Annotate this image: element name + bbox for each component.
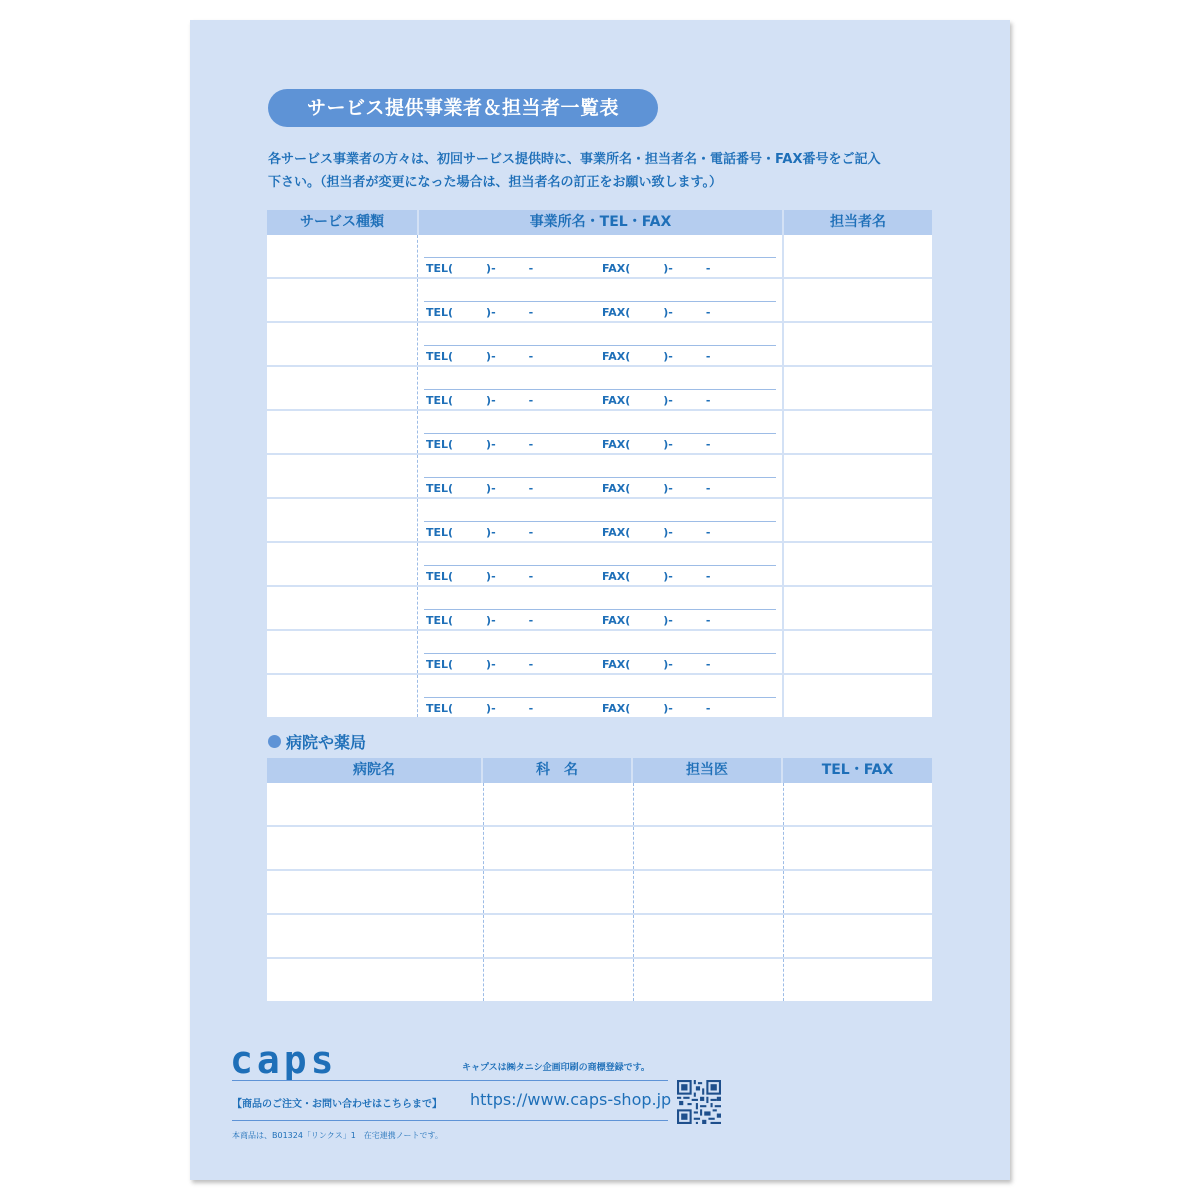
footer-divider-bottom bbox=[232, 1120, 668, 1121]
office-tel-fax-cell[interactable] bbox=[418, 323, 784, 365]
person-in-charge-cell[interactable] bbox=[784, 367, 932, 409]
person-in-charge-cell[interactable] bbox=[784, 499, 932, 541]
office-name-line bbox=[424, 697, 776, 698]
person-in-charge-cell[interactable] bbox=[784, 675, 932, 717]
service-type-cell[interactable] bbox=[267, 367, 418, 409]
fax-label: FAX( )- - bbox=[602, 658, 711, 671]
fax-label: FAX( )- - bbox=[602, 350, 711, 363]
header-tel-fax: TEL・FAX bbox=[821, 762, 894, 778]
tel-label: TEL( )- - bbox=[426, 394, 534, 407]
fax-label: FAX( )- - bbox=[602, 614, 711, 627]
intro-text bbox=[268, 148, 948, 194]
service-table-row bbox=[267, 323, 932, 367]
hospital-name-cell[interactable] bbox=[267, 827, 484, 869]
service-table-row bbox=[267, 367, 932, 411]
service-table-row bbox=[267, 543, 932, 587]
hospital-table bbox=[267, 758, 932, 1001]
intro-line-1: 各サービス事業者の方々は、初回サービス提供時に、事業所名・担当者名・電話番号・FAX番号をご記入 bbox=[268, 152, 881, 167]
hospital-table-row bbox=[267, 827, 932, 871]
department-cell[interactable] bbox=[484, 827, 634, 869]
service-table-header bbox=[267, 210, 932, 235]
doctor-cell[interactable] bbox=[634, 959, 784, 1001]
tel-label: TEL( )- - bbox=[426, 262, 534, 275]
header-office-tel-fax: 事業所名・TEL・FAX bbox=[419, 210, 784, 235]
service-table-row bbox=[267, 455, 932, 499]
service-type-cell[interactable] bbox=[267, 235, 418, 277]
office-name-line bbox=[424, 389, 776, 390]
fax-label: FAX( )- - bbox=[602, 306, 711, 319]
shop-url-link[interactable]: https://www.caps-shop.jp bbox=[470, 1090, 672, 1109]
hospital-name-cell[interactable] bbox=[267, 959, 484, 1001]
department-cell[interactable] bbox=[484, 783, 634, 825]
tel-label: TEL( )- - bbox=[426, 658, 534, 671]
fax-label: FAX( )- - bbox=[602, 526, 711, 539]
person-in-charge-cell[interactable] bbox=[784, 323, 932, 365]
page-title: サービス提供事業者＆担当者一覧表 bbox=[268, 89, 658, 127]
service-table-row bbox=[267, 279, 932, 323]
service-type-cell[interactable] bbox=[267, 323, 418, 365]
office-tel-fax-cell[interactable] bbox=[418, 367, 784, 409]
hospital-table-row bbox=[267, 915, 932, 959]
office-tel-fax-cell[interactable] bbox=[418, 455, 784, 497]
qr-code-icon[interactable] bbox=[677, 1080, 721, 1124]
service-table-row bbox=[267, 235, 932, 279]
office-name-line bbox=[424, 477, 776, 478]
hospital-section-title bbox=[268, 730, 366, 753]
office-name-line bbox=[424, 653, 776, 654]
office-name-line bbox=[424, 565, 776, 566]
service-table-row bbox=[267, 587, 932, 631]
hospital-table-row bbox=[267, 959, 932, 1001]
hospital-section-label: 病院や薬局 bbox=[286, 733, 367, 752]
office-name-line bbox=[424, 609, 776, 610]
office-name-line bbox=[424, 345, 776, 346]
office-name-line bbox=[424, 301, 776, 302]
header-service-type: サービス種類 bbox=[267, 210, 419, 235]
tel-fax-cell[interactable] bbox=[784, 871, 932, 913]
hospital-table-header bbox=[267, 758, 932, 783]
service-table-row bbox=[267, 675, 932, 717]
service-table-row bbox=[267, 631, 932, 675]
office-name-line bbox=[424, 521, 776, 522]
service-type-cell[interactable] bbox=[267, 631, 418, 673]
office-tel-fax-cell[interactable] bbox=[418, 587, 784, 629]
header-doctor: 担当医 bbox=[633, 758, 783, 783]
hospital-table-row bbox=[267, 871, 932, 915]
tel-fax-cell[interactable] bbox=[784, 959, 932, 1001]
tel-label: TEL( )- - bbox=[426, 526, 534, 539]
person-in-charge-cell[interactable] bbox=[784, 411, 932, 453]
service-type-cell[interactable] bbox=[267, 411, 418, 453]
service-type-cell[interactable] bbox=[267, 455, 418, 497]
service-table-body bbox=[267, 235, 932, 717]
hospital-name-cell[interactable] bbox=[267, 871, 484, 913]
header-hospital-name: 病院名 bbox=[267, 758, 483, 783]
trademark-note: キャプスは㈱タニシ企画印刷の商標登録です。 bbox=[462, 1063, 650, 1073]
fax-label: FAX( )- - bbox=[602, 262, 711, 275]
office-name-line bbox=[424, 257, 776, 258]
person-in-charge-cell[interactable] bbox=[784, 543, 932, 585]
order-inquiry-text: 【商品のご注文・お問い合わせはこちらまで】 bbox=[232, 1099, 442, 1110]
person-in-charge-cell[interactable] bbox=[784, 235, 932, 277]
product-note: 本商品は、B01324「リンクス」1 在宅連携ノートです。 bbox=[232, 1131, 443, 1140]
intro-line-2: 下さい。（担当者が変更になった場合は、担当者名の訂正をお願い致します。） bbox=[268, 175, 722, 190]
header-person-in-charge: 担当者名 bbox=[830, 214, 886, 230]
office-tel-fax-cell[interactable] bbox=[418, 499, 784, 541]
department-cell[interactable] bbox=[484, 871, 634, 913]
service-type-cell[interactable] bbox=[267, 543, 418, 585]
caps-logo: caps bbox=[230, 1038, 338, 1082]
service-type-cell[interactable] bbox=[267, 675, 418, 717]
hospital-name-cell[interactable] bbox=[267, 915, 484, 957]
tel-label: TEL( )- - bbox=[426, 350, 534, 363]
tel-fax-cell[interactable] bbox=[784, 827, 932, 869]
office-tel-fax-cell[interactable] bbox=[418, 631, 784, 673]
department-cell[interactable] bbox=[484, 959, 634, 1001]
office-tel-fax-cell[interactable] bbox=[418, 675, 784, 717]
office-tel-fax-cell[interactable] bbox=[418, 411, 784, 453]
person-in-charge-cell[interactable] bbox=[784, 279, 932, 321]
office-tel-fax-cell[interactable] bbox=[418, 235, 784, 277]
service-provider-table bbox=[267, 210, 932, 717]
tel-label: TEL( )- - bbox=[426, 438, 534, 451]
hospital-table-body bbox=[267, 783, 932, 1001]
doctor-cell[interactable] bbox=[634, 783, 784, 825]
service-type-cell[interactable] bbox=[267, 279, 418, 321]
person-in-charge-cell[interactable] bbox=[784, 587, 932, 629]
fax-label: FAX( )- - bbox=[602, 702, 711, 715]
tel-label: TEL( )- - bbox=[426, 614, 534, 627]
footer-divider-top bbox=[232, 1080, 668, 1081]
fax-label: FAX( )- - bbox=[602, 438, 711, 451]
doctor-cell[interactable] bbox=[634, 827, 784, 869]
fax-label: FAX( )- - bbox=[602, 482, 711, 495]
tel-label: TEL( )- - bbox=[426, 482, 534, 495]
doctor-cell[interactable] bbox=[634, 915, 784, 957]
hospital-name-cell[interactable] bbox=[267, 783, 484, 825]
office-name-line bbox=[424, 433, 776, 434]
bullet-dot-icon bbox=[268, 735, 281, 748]
service-table-row bbox=[267, 499, 932, 543]
fax-label: FAX( )- - bbox=[602, 394, 711, 407]
tel-label: TEL( )- - bbox=[426, 570, 534, 583]
service-table-row bbox=[267, 411, 932, 455]
hospital-table-row bbox=[267, 783, 932, 827]
tel-label: TEL( )- - bbox=[426, 306, 534, 319]
person-in-charge-cell[interactable] bbox=[784, 455, 932, 497]
header-department: 科 名 bbox=[483, 758, 633, 783]
office-tel-fax-cell[interactable] bbox=[418, 279, 784, 321]
doctor-cell[interactable] bbox=[634, 871, 784, 913]
person-in-charge-cell[interactable] bbox=[784, 631, 932, 673]
department-cell[interactable] bbox=[484, 915, 634, 957]
tel-fax-cell[interactable] bbox=[784, 783, 932, 825]
tel-label: TEL( )- - bbox=[426, 702, 534, 715]
service-type-cell[interactable] bbox=[267, 499, 418, 541]
tel-fax-cell[interactable] bbox=[784, 915, 932, 957]
fax-label: FAX( )- - bbox=[602, 570, 711, 583]
office-tel-fax-cell[interactable] bbox=[418, 543, 784, 585]
service-type-cell[interactable] bbox=[267, 587, 418, 629]
